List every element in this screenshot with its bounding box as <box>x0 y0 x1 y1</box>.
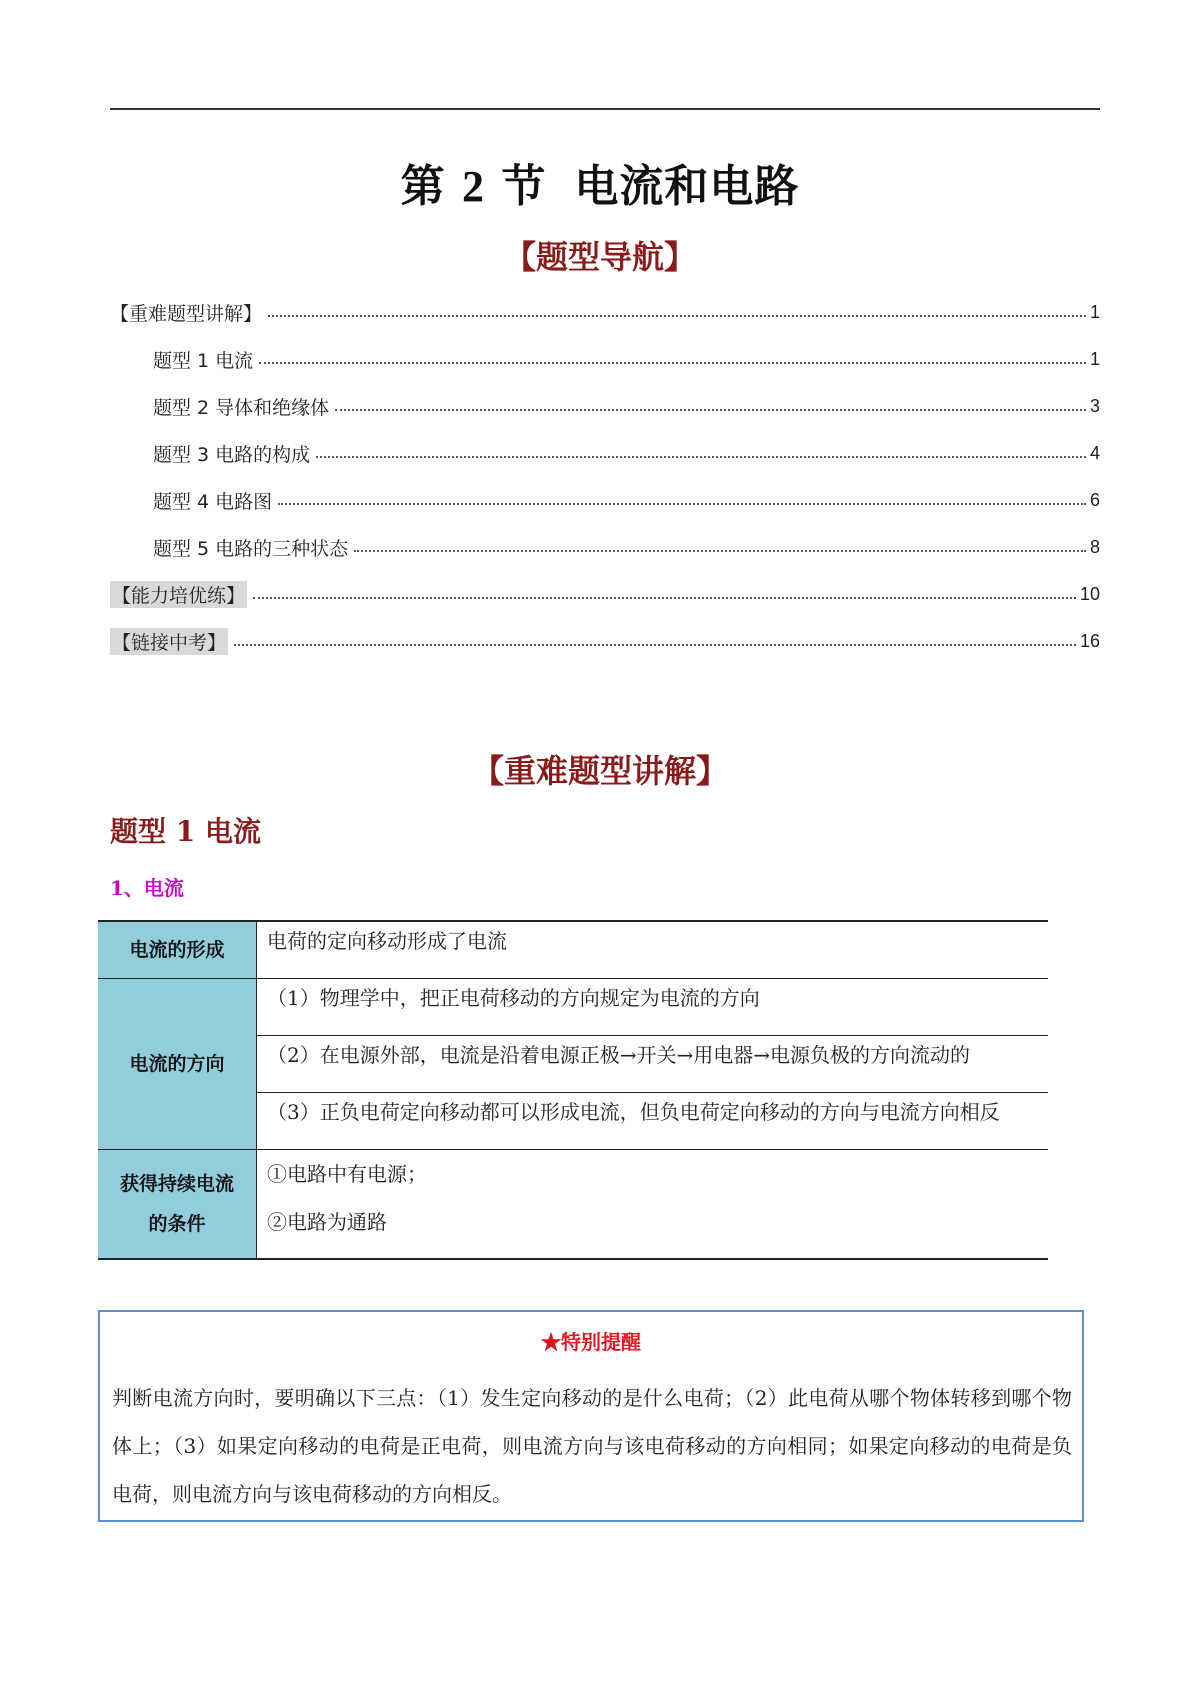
toc-entry-type-5[interactable] <box>153 532 1100 562</box>
toc-label: 题型 5 电路的三种状态 <box>153 537 349 560</box>
section-heading: 【重难题型讲解】 <box>471 752 728 790</box>
toc-entry-type-3[interactable] <box>153 438 1100 468</box>
title-suffix: 节 <box>501 161 547 212</box>
toc-page-number: 4 <box>1089 442 1100 463</box>
nav-heading: 【题型导航】 <box>503 238 696 276</box>
current-info-table <box>98 920 1048 1260</box>
row-header: 电流的形成 <box>98 921 257 979</box>
row-header: 电流的方向 <box>98 979 257 1150</box>
special-reminder-box <box>98 1310 1084 1522</box>
table-row <box>98 1150 1048 1260</box>
toc-page-number: 8 <box>1089 536 1100 557</box>
toc-label: 题型 2 导体和绝缘体 <box>153 396 330 419</box>
cell-line: ②电路为通路 <box>267 1210 387 1234</box>
toc-leader <box>268 315 1086 317</box>
table-row <box>98 979 1048 1036</box>
table-cell: （3）正负电荷定向移动都可以形成电流，但负电荷定向移动的方向与电流方向相反 <box>257 1093 1049 1150</box>
toc-entry-type-1[interactable] <box>153 344 1100 374</box>
title-number: 2 <box>462 162 485 211</box>
toc-page-number: 3 <box>1089 395 1100 416</box>
reminder-title: ★特别提醒 <box>541 1330 641 1354</box>
table-cell: （2）在电源外部，电流是沿着电源正极→开关→用电器→电源负极的方向流动的 <box>257 1036 1049 1093</box>
toc-label: 题型 1 电流 <box>153 349 254 372</box>
toc-label: 题型 4 电路图 <box>153 490 273 513</box>
toc-page-number: 1 <box>1089 301 1100 322</box>
title-prefix: 第 <box>400 161 446 212</box>
toc-entry-type-4[interactable] <box>153 485 1100 515</box>
toc-leader <box>335 409 1086 411</box>
title-topic: 电流和电路 <box>574 161 800 212</box>
sub-heading: 1、电流 <box>110 876 184 900</box>
table-cell: （1）物理学中，把正电荷移动的方向规定为电流的方向 <box>257 979 1049 1036</box>
toc-leader <box>234 644 1076 646</box>
table-cell: 电荷的定向移动形成了电流 <box>257 921 1049 979</box>
toc-page-number: 16 <box>1079 630 1100 651</box>
toc-entry-key-topics[interactable] <box>110 297 1100 327</box>
toc-label: 【重难题型讲解】 <box>110 302 263 325</box>
toc-leader <box>278 503 1086 505</box>
toc-leader <box>354 550 1086 552</box>
row-header <box>98 1150 257 1260</box>
toc-entry-ability-practice[interactable] <box>110 579 1100 609</box>
toc-page-number: 6 <box>1089 489 1100 510</box>
toc-leader <box>253 597 1076 599</box>
cell-line: ①电路中有电源； <box>267 1162 427 1186</box>
toc-label: 题型 3 电路的构成 <box>153 443 311 466</box>
toc-page-number: 1 <box>1089 348 1100 369</box>
type-heading: 题型 1 电流 <box>110 815 261 848</box>
reminder-body: 判断电流方向时，要明确以下三点：（1）发生定向移动的是什么电荷；（2）此电荷从哪个物体转移到哪个物体上；（3）如果定向移动的电荷是正电荷，则电流方向与该电荷移动的方向相同；如果定向移动的电荷是负电荷，则电流方向与该电荷移动的方向相反。 <box>112 1386 1072 1506</box>
toc-label: 【能力培优练】 <box>110 581 247 608</box>
toc-leader <box>259 362 1086 364</box>
toc-entry-type-2[interactable] <box>153 391 1100 421</box>
table-cell <box>257 1150 1049 1260</box>
header-rule <box>110 108 1100 110</box>
row-header-line: 获得持续电流 <box>119 1173 234 1195</box>
toc-entry-exam-link[interactable] <box>110 626 1100 656</box>
page-title <box>0 150 1200 214</box>
table-row <box>98 921 1048 979</box>
row-header-line: 的条件 <box>148 1213 206 1235</box>
toc-leader <box>316 456 1086 458</box>
toc-page-number: 10 <box>1079 583 1100 604</box>
toc-label: 【链接中考】 <box>110 628 228 655</box>
